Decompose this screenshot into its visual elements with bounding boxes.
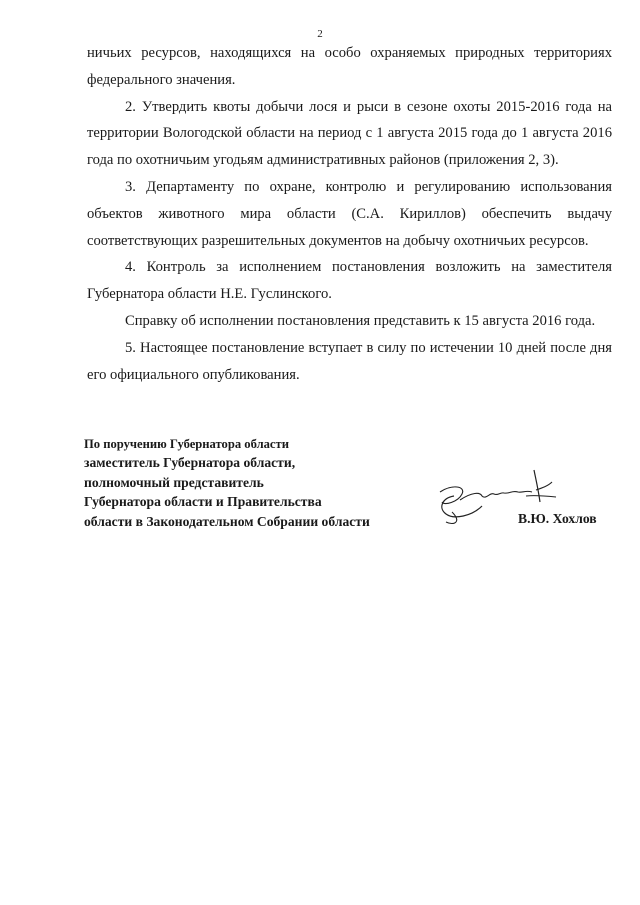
page-number: 2: [317, 28, 323, 40]
signature-title-line-1: заместитель Губернатора области,: [84, 455, 296, 470]
document-body: [87, 40, 612, 388]
paragraph-item-4: 4. Контроль за исполнением постановления возложить на заместителя Губернатора области Н.Е. Гуслинского.: [87, 259, 612, 303]
paragraph-item-3: 3. Департаменту по охране, контролю и регулированию использования объектов животного мира области (С.А. Кириллов) обеспечить выдачу соответствующих разрешительных документов на добычу охотничьих ресурсов.: [87, 178, 612, 249]
paragraph-item-5: 5. Настоящее постановление вступает в силу по истечении 10 дней после дня его официального опубликования.: [87, 339, 612, 383]
signature-title-line-4: области в Законодательном Собрании области: [84, 513, 370, 529]
paragraph-continuation: ничьих ресурсов, находящихся на особо охраняемых природных территориях федерального значения.: [87, 45, 612, 88]
paragraph-report-note: Справку об исполнении постановления представить к 15 августа 2016 года.: [125, 312, 596, 329]
signature-on-behalf: По поручению Губернатора области: [84, 437, 289, 451]
signature-block: [84, 436, 424, 531]
paragraph-item-2: 2. Утвердить квоты добычи лося и рыси в сезоне охоты 2015-2016 года на территории Вологодской области на период с 1 августа 2015 года до 1 августа 2016 года по охотничьим угодьям административных районов (приложения 2, 3).: [87, 98, 612, 169]
signature-title-line-3: Губернатора области и Правительства: [84, 494, 322, 509]
signature-title-line-2: полномочный представитель: [84, 474, 264, 490]
signatory-name: В.Ю. Хохлов: [518, 511, 597, 526]
